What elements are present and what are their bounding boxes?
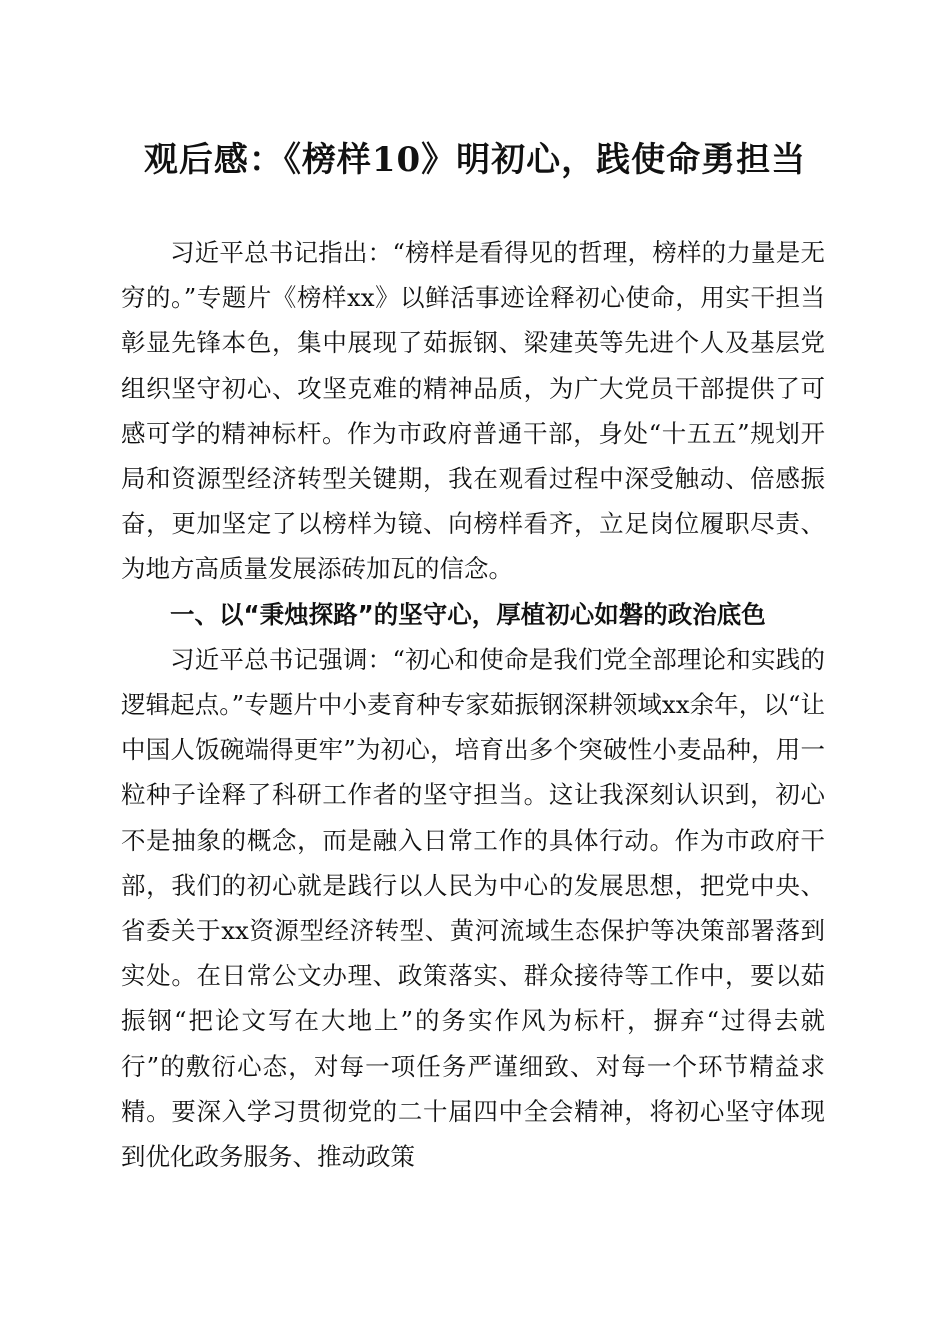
section-1-paragraph: 习近平总书记强调：“初心和使命是我们党全部理论和实践的逻辑起点。”专题片中小麦育种专家茹振钢深耕领域xx余年，以“让中国人饭碗端得更牢”为初心，培育出多个突破性小麦品种，用一粒种子诠释了科研工作者的坚守担当。这让我深刻认识到，初心不是抽象的概念，而是融入日常工作的具体行动。作为市政府干部，我们的初心就是践行以人民为中心的发展思想，把党中央、省委关于xx资源型经济转型、黄河流域生态保护等决策部署落到实处。在日常公文办理、政策落实、群众接待等工作中，要以茹振钢“把论文写在大地上”的务实作风为标杆，摒弃“过得去就行”的敷衍心态，对每一项任务严谨细致、对每一个环节精益求精。要深入学习贯彻党的二十届四中全会精神，将初心坚守体现到优化政务服务、推动政策 bbox=[121, 644, 825, 1172]
section-heading-1: 一、以“秉烛探路”的坚守心，厚植初心如磐的政治底色 bbox=[170, 599, 766, 629]
document-title: 观后感：《榜样10》明初心，践使命勇担当 bbox=[143, 140, 807, 180]
document-body bbox=[121, 230, 825, 1179]
intro-paragraph: 习近平总书记指出：“榜样是看得见的哲理，榜样的力量是无穷的。”专题片《榜样xx》以鲜活事迹诠释初心使命，用实干担当彰显先锋本色，集中展现了茹振钢、梁建英等先进个人及基层党组织坚守初心、攻坚克难的精神品质，为广大党员干部提供了可感可学的精神标杆。作为市政府普通干部，身处“十五五”规划开局和资源型经济转型关键期，我在观看过程中深受触动、倍感振奋，更加坚定了以榜样为镜、向榜样看齐，立足岗位履职尽责、为地方高质量发展添砖加瓦的信念。 bbox=[121, 238, 825, 584]
